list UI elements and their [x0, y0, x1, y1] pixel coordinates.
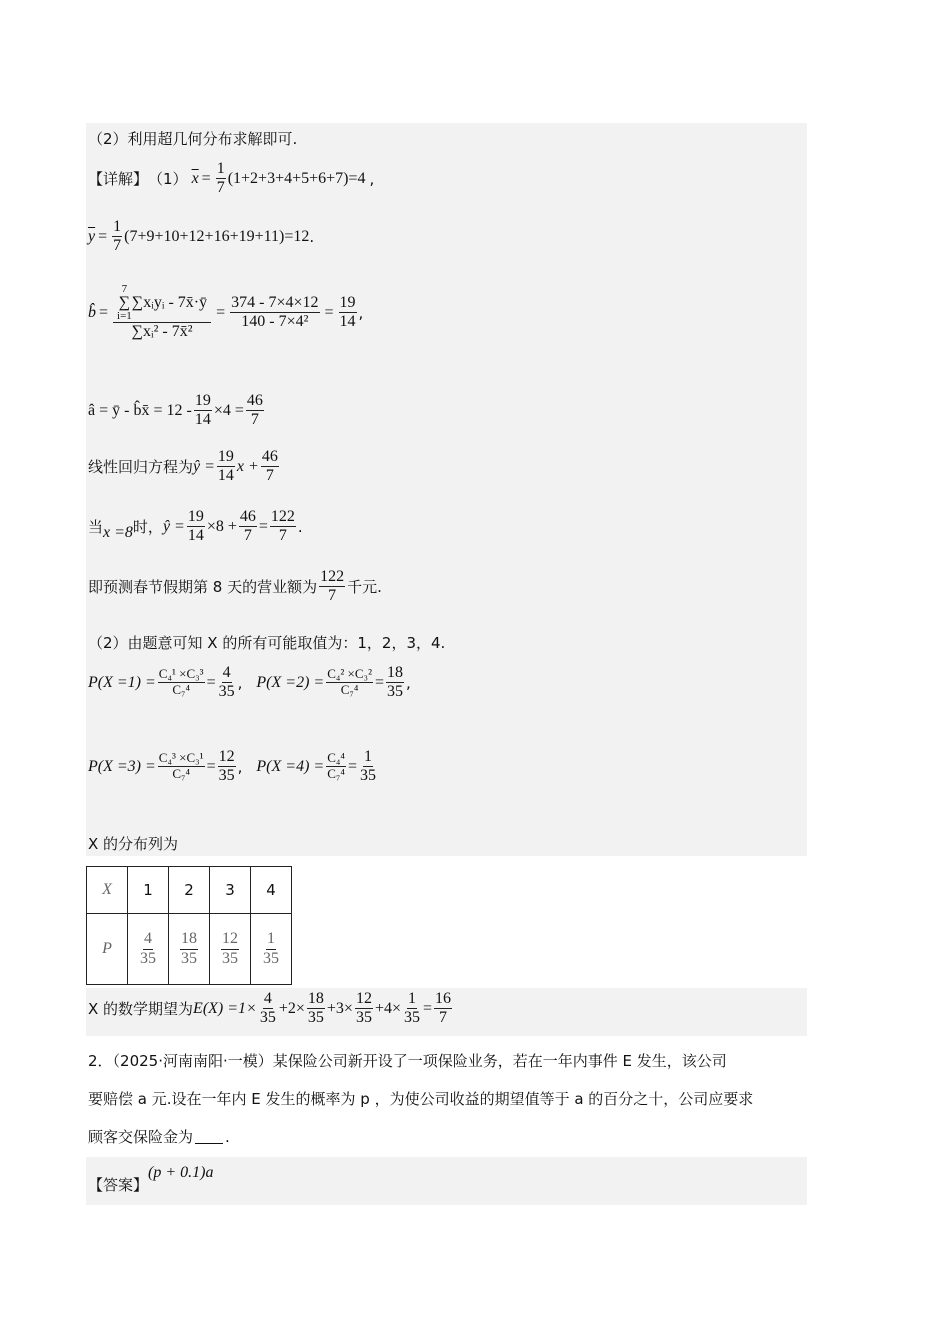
equals: = [347, 757, 357, 775]
comma: , [369, 169, 375, 188]
equals: = [324, 303, 334, 321]
equals: = [99, 303, 109, 321]
equals: = [201, 169, 211, 187]
equals: = [216, 303, 226, 321]
frac-den: 7 [243, 527, 252, 545]
xbar-symbol: $\overline{x}$ [191, 169, 199, 187]
part1-label: （1） [148, 170, 188, 189]
frac-den: 35 [355, 1009, 372, 1027]
frac-den: 14 [194, 411, 211, 429]
prob-comb-frac [326, 667, 373, 698]
xbar-frac [216, 160, 226, 198]
prob-row-1 [88, 664, 411, 702]
frac-num: C₄⁴ [327, 750, 345, 766]
bhat-mid-frac [230, 294, 319, 332]
cell-frac [221, 930, 239, 968]
exp-term [355, 990, 373, 1028]
sum-top: 7 [121, 283, 128, 295]
pred-eq: = [258, 517, 268, 535]
sum-bottom: i=1 [117, 310, 132, 322]
question2-text-2: 要赔偿 a 元.设在一年内 E 发生的概率为 p ，为使公司收益的期望值等于 a 的百分之十，公司应要求 [88, 1090, 754, 1108]
table-cell: 2 [169, 867, 210, 914]
question2-line2 [88, 1088, 753, 1109]
table-row [87, 914, 292, 985]
conclusion-prefix: 即预测春节假期第 8 天的营业额为 [88, 578, 318, 597]
frac-den: 35 [218, 767, 235, 785]
frac-num: C₄² ×C₃² [327, 666, 372, 682]
frac-den: 35 [263, 949, 279, 967]
comma: , [237, 757, 243, 776]
table-cell [169, 914, 210, 985]
ybar-symbol: $\overline{y}$ [88, 227, 96, 245]
frac-num: 1 [112, 218, 122, 237]
frac-num: 19 [194, 392, 212, 411]
answer-label: 【答案】 [88, 1176, 149, 1194]
when-cond: x =8 [103, 523, 133, 541]
frac-den: 7 [216, 179, 225, 197]
frac-den: 14 [217, 467, 234, 485]
sigma-icon: ∑ [118, 294, 131, 311]
frac-den: 35 [181, 949, 197, 967]
bhat-result-frac [339, 294, 357, 332]
exp-op: +4× [374, 999, 401, 1017]
ybar-line [88, 218, 314, 256]
expectation-label: X 的数学期望为 [88, 1000, 194, 1019]
ahat-line [88, 392, 266, 430]
regression-x: x + [236, 457, 259, 475]
question2-text-1: 2．（2025·河南南阳·一模）某保险公司新开设了一项保险业务，若在一年内事件 E 发生，该公司 [88, 1052, 727, 1070]
when-label: 当 [88, 518, 104, 537]
ybar-frac [112, 218, 122, 256]
pred-coef [187, 508, 205, 546]
frac-den: C₇⁴ [327, 766, 345, 782]
frac-num: 46 [261, 448, 279, 467]
table-cell: 4 [251, 867, 292, 914]
question2-text-3: 顾客交保险金为 [88, 1128, 194, 1146]
frac-num: 46 [246, 392, 264, 411]
ahat-expr: â = ȳ - b̂x̄ = 12 - [88, 401, 192, 419]
frac-den: 7 [439, 1009, 448, 1027]
frac-den: 35 [140, 949, 156, 967]
conclusion-line [88, 568, 382, 606]
frac-den: 35 [222, 949, 238, 967]
frac-num: 374 - 7×4×12 [230, 294, 319, 313]
bhat-symbol: b̂ [88, 303, 96, 321]
frac-num: 1 [216, 160, 226, 179]
exp-op: +2× [278, 999, 305, 1017]
part2-hint-text: （2）利用超几何分布求解即可. [88, 130, 298, 148]
sum-limits [117, 284, 132, 322]
frac-num: 122 [270, 508, 296, 527]
frac-den: 7 [265, 467, 274, 485]
cell-frac [139, 930, 157, 968]
ahat-times: ×4 = [213, 401, 244, 419]
dist-label [88, 833, 178, 854]
cell-frac [180, 930, 198, 968]
frac-num: 46 [239, 508, 257, 527]
bhat-formula-den [128, 323, 197, 341]
pred-result [270, 508, 296, 546]
bhat-den-text: ∑xᵢ² - 7x̄² [131, 323, 193, 340]
prob-comb-frac [158, 751, 205, 782]
frac-den: 14 [187, 527, 204, 545]
table-header-x: X [87, 867, 128, 914]
exp-op: +3× [326, 999, 353, 1017]
conclusion-suffix: 千元. [347, 578, 382, 597]
pred-const [239, 508, 257, 546]
frac-num: 12 [221, 930, 239, 949]
distribution-table [86, 866, 292, 985]
xbar-line [88, 160, 374, 198]
frac-den: 7 [113, 237, 122, 255]
prob-result-frac [218, 664, 236, 702]
frac-num: 18 [307, 990, 325, 1009]
frac-num: 1 [266, 930, 276, 949]
answer-line [88, 1162, 213, 1195]
exp-result [434, 990, 452, 1028]
prob-lhs: P(X =2) = [256, 673, 325, 691]
bhat-num-text: ∑xᵢyᵢ - 7x̄·ȳ [131, 293, 208, 311]
frac-den: 7 [278, 527, 287, 545]
frac-num: 1 [363, 748, 373, 767]
frac-num: 12 [355, 990, 373, 1009]
frac-den: C₇⁴ [172, 766, 191, 782]
bhat-formula-frac [113, 284, 211, 341]
frac-num: 122 [319, 568, 345, 587]
expectation-lhs: E(X) =1× [193, 999, 257, 1017]
comma: , [406, 673, 411, 692]
frac-den: 35 [259, 1009, 276, 1027]
frac-den: 35 [307, 1009, 324, 1027]
frac-num: 19 [217, 448, 235, 467]
table-header-p: P [87, 914, 128, 985]
frac-den: C₇⁴ [340, 682, 359, 698]
question2-line3 [88, 1126, 230, 1147]
bhat-line [88, 284, 363, 341]
question2-line1 [88, 1050, 727, 1071]
equals: = [375, 673, 385, 691]
prob-lhs: P(X =4) = [256, 757, 325, 775]
ahat-result-frac [246, 392, 264, 430]
frac-den: 7 [328, 587, 337, 605]
prob-comb-frac [326, 751, 346, 782]
prob-row-2 [88, 748, 379, 786]
exp-op: = [422, 999, 433, 1017]
regression-lhs: ŷ = [193, 457, 215, 475]
ahat-frac [194, 392, 212, 430]
bhat-formula-num [113, 284, 211, 323]
frac-den: C₇⁴ [172, 682, 191, 698]
frac-den: 35 [403, 1009, 420, 1027]
part2-intro [88, 632, 445, 653]
frac-num: 1 [407, 990, 417, 1009]
frac-num: 18 [386, 664, 404, 683]
frac-den: 35 [359, 767, 376, 785]
part2-hint [88, 128, 297, 149]
pred-mid: ×8 + [206, 517, 237, 535]
period: . [309, 227, 315, 246]
frac-num: 19 [339, 294, 357, 313]
frac-den: 14 [339, 313, 356, 331]
frac-num: C₄¹ ×C₃³ [158, 666, 204, 682]
part2-intro-text: （2）由题意可知 X 的所有可能取值为：1，2，3，4. [88, 634, 446, 652]
frac-den: 35 [218, 683, 235, 701]
equals: = [206, 673, 216, 691]
exp-term [403, 990, 421, 1028]
dist-label-text: X 的分布列为 [88, 835, 179, 853]
equals: = [206, 757, 216, 775]
frac-num: 4 [222, 664, 232, 683]
prob-lhs: P(X =1) = [88, 673, 156, 691]
xbar-sum: (1+2+3+4+5+6+7)=4 [227, 169, 366, 187]
prob-comb-frac [158, 667, 205, 698]
expectation-line [88, 990, 454, 1028]
frac-num: 4 [263, 990, 273, 1009]
prob-result-frac [386, 664, 404, 702]
frac-den: 35 [387, 683, 404, 701]
frac-num: 19 [187, 508, 205, 527]
conclusion-value [319, 568, 345, 606]
frac-den: 140 - 7×4² [241, 313, 309, 331]
frac-num: 12 [218, 748, 236, 767]
frac-den: 7 [250, 411, 259, 429]
regression-line [88, 448, 281, 486]
equals: = [98, 227, 108, 245]
prob-result-frac [359, 748, 377, 786]
prob-result-frac [218, 748, 236, 786]
prediction-line [88, 508, 303, 546]
frac-num: 18 [180, 930, 198, 949]
frac-num: C₄³ ×C₃¹ [158, 750, 204, 766]
regression-coef [217, 448, 235, 486]
table-cell: 3 [210, 867, 251, 914]
pred-lhs: ŷ = [162, 517, 185, 535]
table-cell [128, 914, 169, 985]
regression-label: 线性回归方程为 [88, 458, 194, 477]
period: . [297, 517, 303, 536]
frac-num: 16 [434, 990, 452, 1009]
exp-term [259, 990, 277, 1028]
comma: , [358, 303, 364, 322]
prob-lhs: P(X =3) = [88, 757, 156, 775]
table-row [87, 867, 292, 914]
table-cell [210, 914, 251, 985]
answer-blank [195, 1129, 223, 1144]
when-suffix: 时， [132, 518, 163, 537]
ybar-sum: (7+9+10+12+16+19+11)=12 [124, 227, 310, 245]
question2-text-3-end: . [225, 1127, 230, 1146]
table-cell: 1 [128, 867, 169, 914]
detail-label: 【详解】 [88, 170, 149, 189]
table-cell [251, 914, 292, 985]
comma: , [237, 673, 243, 692]
frac-num: 4 [143, 930, 153, 949]
answer-value: (p + 0.1)a [148, 1163, 214, 1181]
exp-term [307, 990, 325, 1028]
regression-const [261, 448, 279, 486]
cell-frac [262, 930, 280, 968]
